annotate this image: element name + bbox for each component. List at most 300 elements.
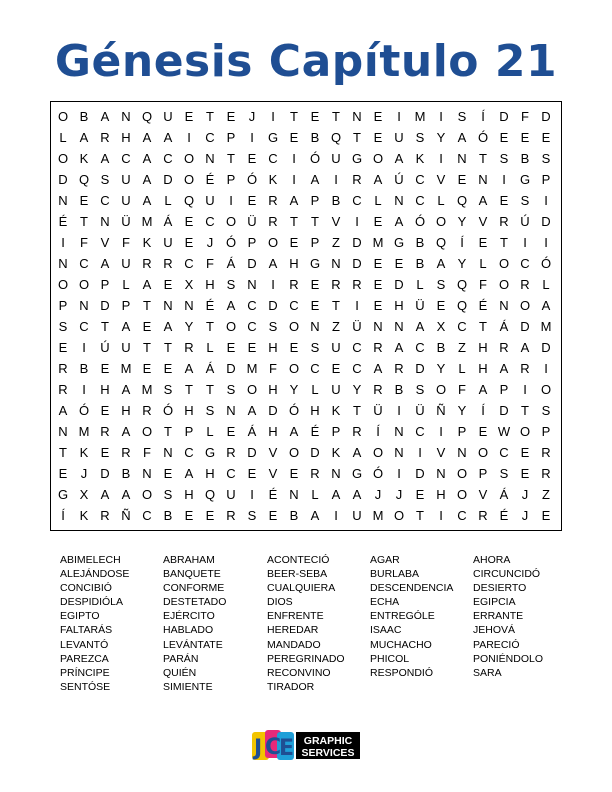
grid-letter: H bbox=[268, 382, 278, 397]
grid-letter: A bbox=[142, 151, 152, 166]
grid-letter: G bbox=[351, 151, 363, 166]
grid-row bbox=[51, 401, 561, 421]
word-list-item: DESCENDENCIA bbox=[370, 582, 454, 595]
grid-letter: D bbox=[520, 319, 530, 334]
word-list-item: FALTARÁS bbox=[60, 624, 113, 637]
grid-letter: H bbox=[289, 256, 299, 271]
grid-letter: O bbox=[57, 277, 69, 292]
grid-letter: T bbox=[206, 109, 214, 124]
grid-letter: C bbox=[415, 340, 425, 355]
grid-letter: B bbox=[415, 235, 425, 250]
grid-letter: Ú bbox=[394, 172, 404, 187]
grid-letter: C bbox=[499, 445, 509, 460]
grid-letter: H bbox=[184, 487, 194, 502]
grid-letter: A bbox=[352, 445, 362, 460]
grid-letter: N bbox=[226, 403, 236, 418]
word-column bbox=[473, 553, 573, 680]
grid-letter: E bbox=[163, 466, 173, 481]
grid-letter: Ó bbox=[540, 256, 552, 271]
grid-letter: B bbox=[289, 508, 299, 523]
grid-letter: P bbox=[310, 235, 320, 250]
grid-letter: E bbox=[100, 445, 110, 460]
grid-letter: I bbox=[523, 382, 527, 397]
grid-letter: O bbox=[519, 424, 531, 439]
grid-letter: E bbox=[100, 361, 110, 376]
grid-letter: C bbox=[310, 361, 320, 376]
grid-letter: S bbox=[163, 487, 173, 502]
grid-letter: Ó bbox=[477, 130, 489, 145]
logo-text-top: GRAPHIC bbox=[303, 735, 353, 747]
grid-letter: B bbox=[415, 256, 425, 271]
grid-letter: I bbox=[439, 424, 443, 439]
grid-letter: V bbox=[331, 214, 341, 229]
grid-letter: N bbox=[163, 445, 173, 460]
grid-letter: Ó bbox=[162, 403, 174, 418]
grid-letter: K bbox=[331, 445, 341, 460]
grid-letter: Y bbox=[457, 214, 467, 229]
grid-letter: I bbox=[250, 487, 254, 502]
word-list-item: QUIÉN bbox=[163, 666, 197, 679]
grid-letter: S bbox=[415, 382, 425, 397]
grid-letter: E bbox=[163, 277, 173, 292]
grid-letter: L bbox=[542, 277, 550, 292]
grid-letter: A bbox=[394, 214, 404, 229]
word-list-item: PHICOL bbox=[370, 652, 410, 665]
grid-letter: D bbox=[541, 109, 551, 124]
grid-letter: Y bbox=[184, 319, 194, 334]
word-list-item: SARA bbox=[473, 666, 502, 679]
grid-letter: R bbox=[373, 340, 383, 355]
grid-letter: E bbox=[247, 340, 257, 355]
grid-letter: A bbox=[184, 466, 194, 481]
grid-letter: X bbox=[436, 319, 446, 334]
grid-letter: C bbox=[415, 193, 425, 208]
grid-letter: A bbox=[100, 109, 110, 124]
grid-letter: O bbox=[435, 382, 447, 397]
grid-letter: E bbox=[289, 235, 299, 250]
grid-letter: D bbox=[163, 172, 173, 187]
grid-letter: R bbox=[268, 193, 278, 208]
grid-letter: Í bbox=[61, 508, 65, 523]
word-column bbox=[267, 553, 367, 694]
grid-letter: A bbox=[142, 130, 152, 145]
grid-letter: Á bbox=[499, 319, 509, 334]
grid-row bbox=[51, 107, 561, 127]
grid-letter: H bbox=[100, 382, 110, 397]
grid-letter: F bbox=[521, 109, 529, 124]
grid-letter: E bbox=[184, 214, 194, 229]
grid-letter: U bbox=[121, 172, 131, 187]
grid-letter: M bbox=[540, 319, 552, 334]
grid-letter: B bbox=[79, 361, 89, 376]
grid-letter: O bbox=[498, 256, 510, 271]
grid-letter: N bbox=[457, 445, 467, 460]
grid-letter: E bbox=[520, 130, 530, 145]
grid-letter: A bbox=[394, 151, 404, 166]
grid-letter: E bbox=[478, 235, 488, 250]
grid-letter: T bbox=[416, 508, 424, 523]
grid-letter: N bbox=[142, 466, 152, 481]
grid-letter: E bbox=[226, 109, 236, 124]
grid-letter: C bbox=[457, 508, 467, 523]
grid-letter: E bbox=[373, 214, 383, 229]
grid-letter: X bbox=[79, 487, 89, 502]
grid-letter: K bbox=[79, 445, 89, 460]
grid-letter: E bbox=[184, 508, 194, 523]
grid-letter: A bbox=[331, 487, 341, 502]
grid-letter: Ñ bbox=[121, 508, 131, 523]
grid-letter: T bbox=[143, 340, 151, 355]
grid-letter: S bbox=[163, 382, 173, 397]
grid-letter: K bbox=[268, 172, 278, 187]
grid-letter: J bbox=[248, 109, 256, 124]
grid-letter: R bbox=[499, 340, 509, 355]
grid-letter: G bbox=[519, 172, 531, 187]
grid-letter: D bbox=[100, 466, 110, 481]
grid-letter: E bbox=[310, 109, 320, 124]
grid-letter: B bbox=[520, 151, 530, 166]
word-list-item: PAREZCA bbox=[60, 652, 109, 665]
grid-letter: A bbox=[310, 172, 320, 187]
grid-letter: Y bbox=[289, 382, 299, 397]
grid-letter: Ü bbox=[247, 214, 257, 229]
grid-letter: T bbox=[521, 403, 529, 418]
grid-letter: L bbox=[59, 130, 67, 145]
grid-letter: H bbox=[121, 403, 131, 418]
grid-letter: T bbox=[206, 319, 214, 334]
grid-letter: F bbox=[80, 235, 88, 250]
grid-letter: M bbox=[372, 508, 384, 523]
grid-letter: O bbox=[288, 319, 300, 334]
word-list-item: ABIMELECH bbox=[60, 554, 121, 566]
page-title: Génesis Capítulo 21 bbox=[54, 36, 558, 87]
grid-letter: R bbox=[331, 277, 341, 292]
word-list-item: ERRANTE bbox=[473, 610, 524, 623]
grid-letter: D bbox=[352, 256, 362, 271]
grid-letter: P bbox=[478, 466, 488, 481]
grid-letter: N bbox=[184, 298, 194, 313]
grid-letter: A bbox=[289, 424, 299, 439]
word-search-grid bbox=[50, 101, 562, 531]
grid-letter: Z bbox=[542, 487, 550, 502]
grid-letter: D bbox=[541, 340, 551, 355]
grid-letter: F bbox=[122, 235, 130, 250]
grid-letter: U bbox=[205, 193, 215, 208]
grid-letter: S bbox=[436, 277, 446, 292]
grid-letter: O bbox=[78, 277, 90, 292]
grid-letter: P bbox=[226, 130, 236, 145]
grid-letter: C bbox=[247, 298, 257, 313]
grid-letter: Ü bbox=[121, 214, 131, 229]
grid-letter: N bbox=[457, 151, 467, 166]
grid-letter: U bbox=[163, 109, 173, 124]
grid-letter: T bbox=[332, 298, 340, 313]
grid-letter: Y bbox=[457, 256, 467, 271]
grid-letter: R bbox=[142, 256, 152, 271]
grid-letter: C bbox=[352, 340, 362, 355]
grid-letter: O bbox=[372, 445, 384, 460]
grid-letter: S bbox=[268, 319, 278, 334]
grid-letter: E bbox=[79, 193, 89, 208]
grid-letter: I bbox=[271, 109, 275, 124]
word-list-item: EGIPTO bbox=[60, 610, 100, 623]
grid-letter: R bbox=[163, 256, 173, 271]
grid-letter: T bbox=[59, 445, 67, 460]
word-list-item: ACONTECIÓ bbox=[267, 554, 330, 566]
grid-letter: T bbox=[80, 214, 88, 229]
grid-letter: A bbox=[226, 298, 236, 313]
word-list-item: AHORA bbox=[473, 554, 511, 566]
grid-letter: C bbox=[184, 445, 194, 460]
grid-letter: L bbox=[206, 340, 214, 355]
grid-letter: A bbox=[373, 172, 383, 187]
word-list-item: DESPIDIÓLA bbox=[60, 596, 124, 609]
grid-letter: O bbox=[57, 151, 69, 166]
grid-letter: D bbox=[415, 361, 425, 376]
grid-letter: N bbox=[58, 424, 68, 439]
grid-letter: E bbox=[520, 445, 530, 460]
grid-letter: I bbox=[250, 130, 254, 145]
grid-letter: E bbox=[247, 466, 257, 481]
grid-letter: E bbox=[247, 151, 257, 166]
grid-letter: E bbox=[142, 319, 152, 334]
grid-letter: P bbox=[457, 424, 467, 439]
grid-letter: T bbox=[185, 382, 193, 397]
grid-letter: N bbox=[58, 256, 68, 271]
grid-letter: C bbox=[352, 361, 362, 376]
grid-letter: E bbox=[457, 172, 467, 187]
grid-letter: T bbox=[353, 130, 361, 145]
grid-letter: R bbox=[373, 382, 383, 397]
grid-letter: B bbox=[331, 193, 341, 208]
grid-letter: E bbox=[499, 193, 509, 208]
grid-letter: R bbox=[184, 340, 194, 355]
grid-letter: C bbox=[247, 319, 257, 334]
grid-letter: A bbox=[247, 403, 257, 418]
grid-letter: I bbox=[544, 193, 548, 208]
grid-letter: Y bbox=[352, 382, 362, 397]
grid-letter: R bbox=[100, 130, 110, 145]
word-list-item: PARÁN bbox=[163, 652, 199, 665]
grid-letter: O bbox=[225, 319, 237, 334]
grid-letter: U bbox=[352, 508, 362, 523]
grid-letter: I bbox=[334, 508, 338, 523]
grid-letter: D bbox=[247, 256, 257, 271]
grid-letter: A bbox=[436, 256, 446, 271]
grid-letter: T bbox=[290, 214, 298, 229]
grid-letter: E bbox=[541, 508, 551, 523]
grid-letter: É bbox=[310, 424, 320, 439]
grid-letter: N bbox=[394, 445, 404, 460]
grid-letter: B bbox=[394, 382, 404, 397]
grid-letter: P bbox=[247, 235, 257, 250]
grid-letter: S bbox=[541, 403, 551, 418]
grid-letter: D bbox=[499, 109, 509, 124]
word-list-item: CONFORME bbox=[163, 582, 225, 595]
grid-letter: O bbox=[435, 214, 447, 229]
grid-letter: L bbox=[311, 382, 319, 397]
grid-letter: A bbox=[100, 151, 110, 166]
grid-letter: I bbox=[439, 109, 443, 124]
word-list-item: PEREGRINADO bbox=[267, 652, 345, 665]
grid-letter: T bbox=[479, 319, 487, 334]
grid-letter: Ó bbox=[309, 151, 321, 166]
grid-letter: T bbox=[206, 382, 214, 397]
grid-letter: D bbox=[394, 277, 404, 292]
word-list-item: AGAR bbox=[370, 554, 400, 566]
grid-letter: V bbox=[100, 235, 110, 250]
grid-letter: U bbox=[331, 151, 341, 166]
grid-letter: G bbox=[57, 487, 69, 502]
grid-letter: I bbox=[544, 235, 548, 250]
grid-letter: E bbox=[226, 340, 236, 355]
grid-letter: K bbox=[331, 403, 341, 418]
grid-letter: L bbox=[479, 256, 487, 271]
grid-letter: S bbox=[310, 340, 320, 355]
grid-letter: C bbox=[184, 256, 194, 271]
grid-letter: O bbox=[288, 361, 300, 376]
grid-letter: Ú bbox=[100, 340, 110, 355]
grid-letter: É bbox=[205, 172, 215, 187]
grid-letter: Y bbox=[457, 403, 467, 418]
grid-letter: E bbox=[373, 277, 383, 292]
grid-letter: É bbox=[205, 298, 215, 313]
grid-letter: H bbox=[310, 403, 320, 418]
grid-letter: B bbox=[121, 466, 131, 481]
grid-letter: O bbox=[456, 466, 468, 481]
grid-letter: C bbox=[226, 466, 236, 481]
grid-letter: A bbox=[457, 130, 467, 145]
grid-letter: R bbox=[268, 214, 278, 229]
grid-letter: R bbox=[499, 214, 509, 229]
grid-row bbox=[51, 485, 561, 505]
grid-letter: C bbox=[100, 193, 110, 208]
grid-letter: F bbox=[458, 382, 466, 397]
grid-letter: O bbox=[183, 151, 195, 166]
grid-letter: P bbox=[226, 172, 236, 187]
grid-letter: O bbox=[183, 172, 195, 187]
grid-letter: S bbox=[520, 193, 530, 208]
grid-letter: Á bbox=[205, 361, 215, 376]
grid-letter: N bbox=[79, 298, 89, 313]
grid-letter: R bbox=[478, 508, 488, 523]
grid-letter: T bbox=[500, 235, 508, 250]
grid-letter: A bbox=[478, 382, 488, 397]
grid-letter: U bbox=[121, 193, 131, 208]
word-list-item: RESPONDIÓ bbox=[370, 666, 434, 679]
grid-letter: Q bbox=[204, 487, 216, 502]
grid-letter: K bbox=[79, 508, 89, 523]
grid-letter: O bbox=[288, 445, 300, 460]
grid-letter: E bbox=[289, 466, 299, 481]
grid-letter: E bbox=[394, 256, 404, 271]
grid-letter: N bbox=[394, 193, 404, 208]
grid-letter: R bbox=[100, 424, 110, 439]
grid-letter: I bbox=[397, 109, 401, 124]
word-list-item: LEVANTÓ bbox=[60, 638, 109, 651]
grid-letter: L bbox=[311, 487, 319, 502]
word-list-item: TIRADOR bbox=[267, 680, 315, 693]
grid-letter: V bbox=[478, 487, 488, 502]
grid-letter: V bbox=[478, 214, 488, 229]
grid-letter: V bbox=[436, 172, 446, 187]
grid-letter: S bbox=[499, 466, 509, 481]
grid-letter: C bbox=[121, 151, 131, 166]
grid-letter: L bbox=[122, 277, 130, 292]
grid-letter: O bbox=[477, 445, 489, 460]
word-list-item: ENFRENTE bbox=[267, 610, 324, 623]
word-list-item: ISAAC bbox=[370, 624, 402, 637]
grid-row bbox=[51, 338, 561, 358]
word-list-item: PRÍNCIPE bbox=[60, 666, 110, 679]
grid-letter: C bbox=[79, 319, 89, 334]
grid-letter: Q bbox=[78, 172, 90, 187]
grid-letter: I bbox=[271, 277, 275, 292]
word-list-item: EGIPCIA bbox=[473, 596, 516, 609]
grid-letter: L bbox=[164, 193, 172, 208]
grid-letter: Á bbox=[247, 424, 257, 439]
grid-letter: E bbox=[100, 403, 110, 418]
grid-row bbox=[51, 464, 561, 484]
grid-letter: U bbox=[331, 340, 341, 355]
grid-letter: Z bbox=[332, 319, 340, 334]
grid-letter: Y bbox=[436, 130, 446, 145]
grid-letter: O bbox=[498, 277, 510, 292]
grid-letter: R bbox=[226, 508, 236, 523]
word-list-item: BEER-SEBA bbox=[267, 568, 328, 581]
grid-letter: B bbox=[79, 109, 89, 124]
grid-letter: E bbox=[373, 256, 383, 271]
word-list-item: HEREDAR bbox=[267, 624, 319, 637]
grid-letter: F bbox=[206, 256, 214, 271]
grid-letter: A bbox=[142, 172, 152, 187]
grid-letter: S bbox=[415, 130, 425, 145]
grid-letter: G bbox=[393, 235, 405, 250]
grid-letter: G bbox=[309, 256, 321, 271]
grid-letter: P bbox=[58, 298, 68, 313]
grid-letter: O bbox=[519, 298, 531, 313]
grid-letter: A bbox=[163, 319, 173, 334]
grid-letter: É bbox=[499, 508, 509, 523]
grid-letter: O bbox=[246, 382, 258, 397]
grid-row bbox=[51, 128, 561, 148]
grid-letter: D bbox=[100, 298, 110, 313]
grid-row bbox=[51, 212, 561, 232]
word-list-item: SENTÓSE bbox=[60, 680, 111, 693]
grid-letter: A bbox=[520, 340, 530, 355]
grid-letter: R bbox=[352, 424, 362, 439]
grid-letter: Q bbox=[456, 193, 468, 208]
grid-letter: Q bbox=[456, 277, 468, 292]
grid-letter: N bbox=[394, 424, 404, 439]
word-list-item: ENTREGÓLE bbox=[370, 610, 435, 623]
grid-row bbox=[51, 506, 561, 526]
grid-row bbox=[51, 254, 561, 274]
grid-letter: A bbox=[499, 361, 509, 376]
grid-letter: S bbox=[226, 382, 236, 397]
grid-letter: S bbox=[205, 403, 215, 418]
grid-letter: J bbox=[521, 508, 529, 523]
grid-letter: H bbox=[268, 340, 278, 355]
grid-row bbox=[51, 359, 561, 379]
grid-letter: S bbox=[247, 508, 257, 523]
logo-text-bottom: SERVICES bbox=[301, 747, 355, 759]
grid-letter: I bbox=[61, 235, 65, 250]
grid-letter: V bbox=[268, 445, 278, 460]
grid-letter: H bbox=[205, 466, 215, 481]
grid-letter: P bbox=[310, 193, 320, 208]
word-list-item: BURLABA bbox=[370, 568, 420, 581]
